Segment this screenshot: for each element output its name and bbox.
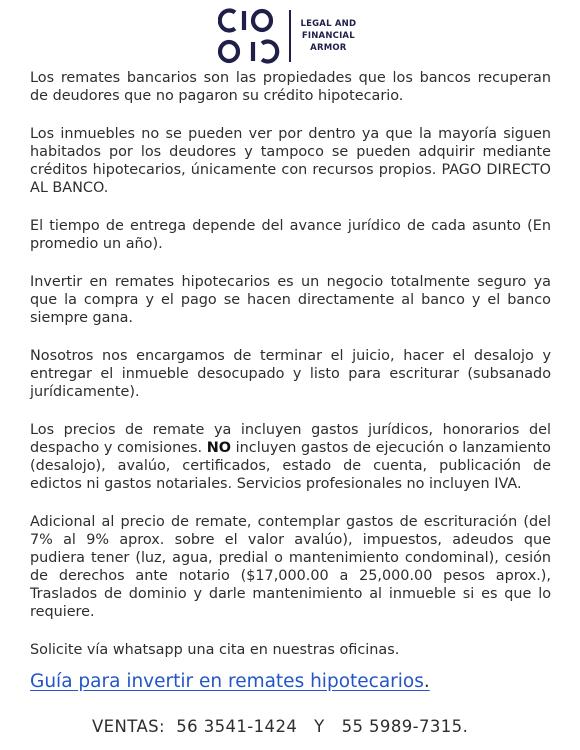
paragraph-text: Invertir en remates hipotecarios es un negocio totalmente seguro ya que la compra y el pago se hacen directamente al banco y el banco siempre gana. xyxy=(30,274,551,326)
paragraph-inmuebles-info xyxy=(30,125,551,197)
paragraph-remates-definition xyxy=(30,69,551,105)
paragraph-gastos-adicionales xyxy=(30,513,551,621)
paragraph-text: Adicional al precio de remate, contemplar gastos de escrituración (del 7% al 9% aprox. sobre el valor avalúo), impuestos, adeudos que pudiera tener (luz, agua, predial o mantenimiento condominal), cesión de derechos ante notario ($17,000.00 a 25,000.00 pesos aprox.), Traslados de dominio y darle mantenimiento al inmueble si es que lo requiere. xyxy=(30,514,551,620)
guide-link[interactable] xyxy=(30,670,551,694)
paragraph-text: incluyen gastos de ejecución o lanzamiento (desalojo), avalúo, certificados, estado de cuenta, publicación de edictos ni gastos notariales. Servicios profesionales no incluyen IVA. xyxy=(30,440,551,492)
brand-line-1: LEGAL AND xyxy=(300,19,357,29)
paragraph-text: Los remates bancarios son las propiedades que los bancos recuperan de deudores que no pagaron su crédito hipotecario. xyxy=(30,70,551,104)
paragraph-text: El tiempo de entrega depende del avance jurídico de cada asunto (En promedio un año). xyxy=(30,218,551,252)
paragraph-text: Los inmuebles no se pueden ver por dentro ya que la mayoría siguen habitados por los deudores y tampoco se pueden adquirir mediante créditos hipotecarios, únicamente con recursos propios. PAGO DIRECTO AL BANCO. xyxy=(30,126,551,196)
brand-header xyxy=(218,6,388,66)
paragraph-invertir-seguro xyxy=(30,273,551,327)
emphasis-no: NO xyxy=(206,440,232,456)
cioc-monogram-logo-icon xyxy=(218,7,280,65)
paragraph-text: Los precios de remate ya incluyen gastos jurídicos, honorarios del despacho y comisiones. xyxy=(30,422,551,456)
guide-link-row xyxy=(30,670,551,694)
guide-link-period: . xyxy=(423,671,430,692)
paragraph-text: Solicite vía whatsapp una cita en nuestras oficinas. xyxy=(30,642,400,658)
paragraph-tiempo-entrega xyxy=(30,217,551,253)
sales-phone-line: VENTAS: 56 3541-1424 Y 55 5989-7315. xyxy=(92,717,469,736)
body-content xyxy=(30,69,551,694)
logo-divider xyxy=(289,10,291,62)
brand-name xyxy=(301,18,357,54)
guide-link-text[interactable]: Guía para invertir en remates hipotecarios xyxy=(30,671,424,692)
paragraph-precios xyxy=(30,421,551,493)
paragraph-whatsapp-cita xyxy=(30,641,551,659)
paragraph-text: Nosotros nos encargamos de terminar el juicio, hacer el desalojo y entregar el inmueble desocupado y listo para escriturar (subsanado jurídicamente). xyxy=(30,348,551,400)
brand-line-3: ARMOR xyxy=(310,43,347,53)
brand-line-2: FINANCIAL xyxy=(301,31,355,41)
paragraph-nosotros xyxy=(30,347,551,401)
